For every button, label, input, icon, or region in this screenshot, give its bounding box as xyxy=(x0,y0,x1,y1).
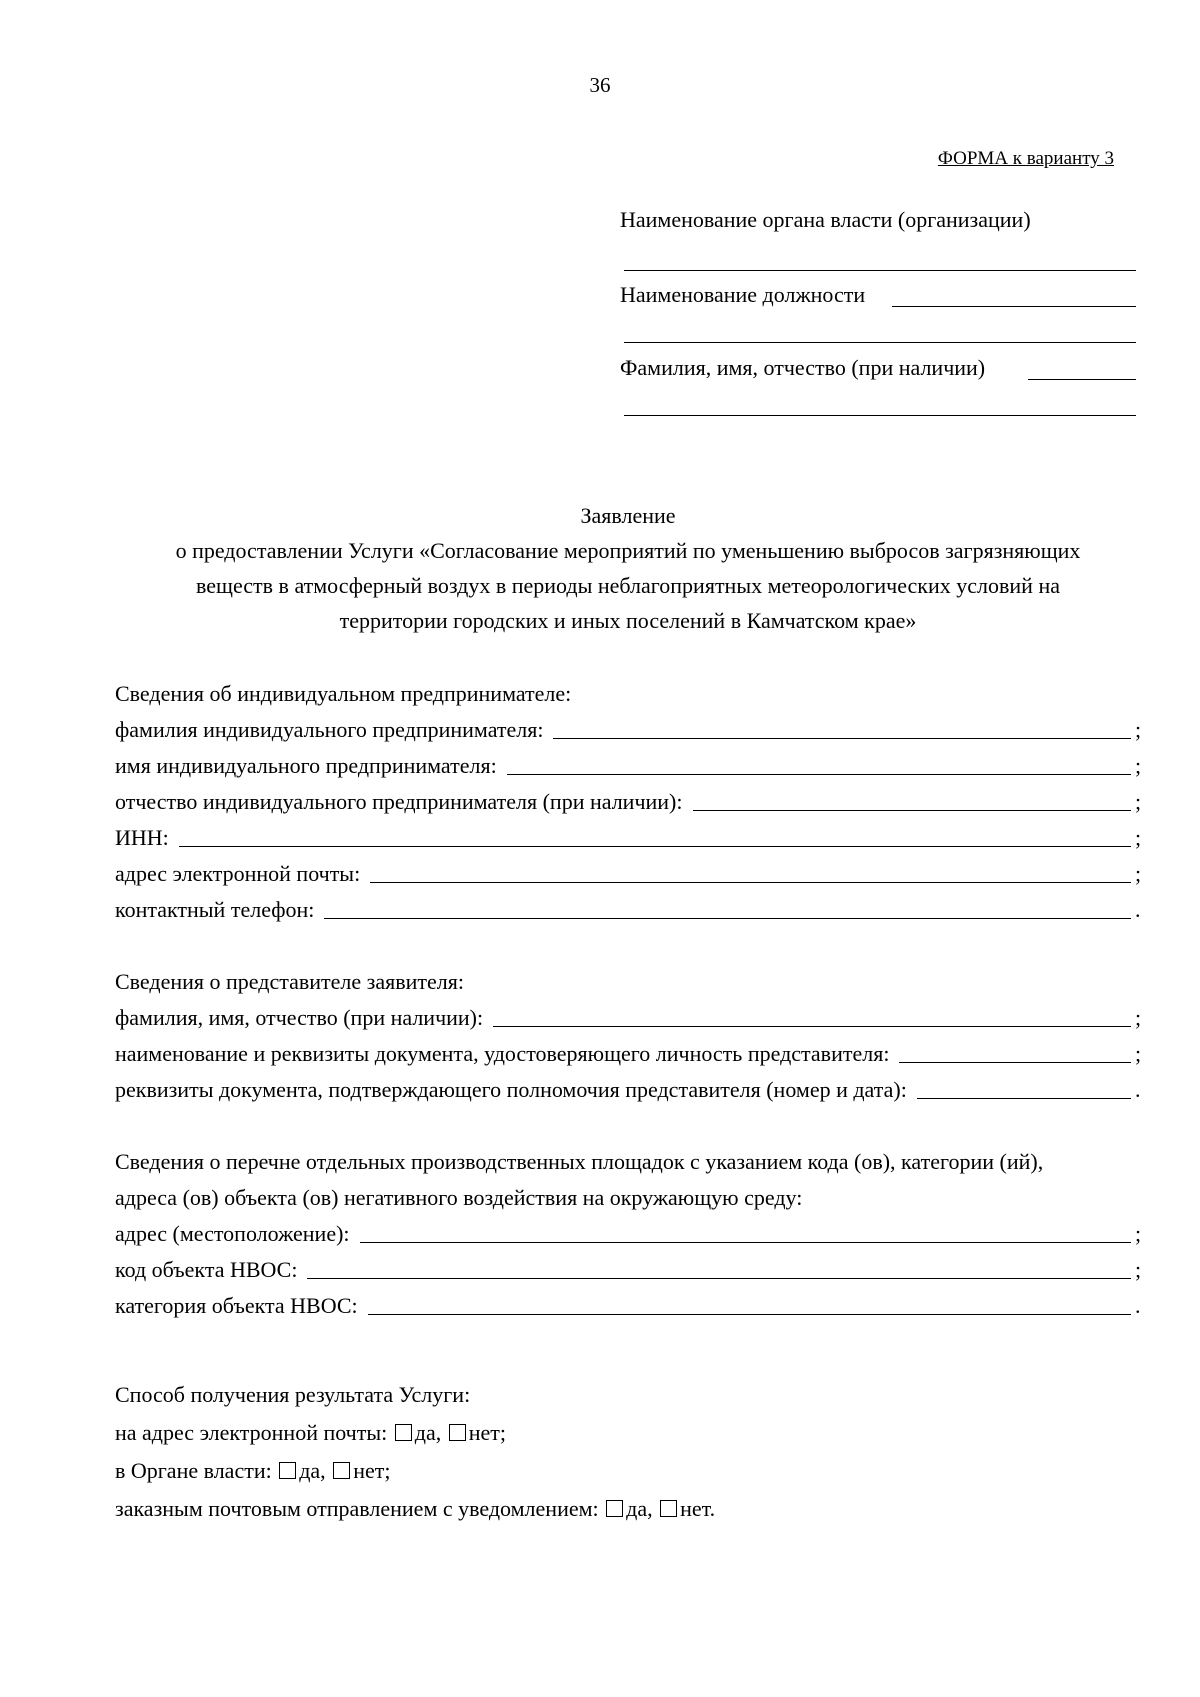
document-title xyxy=(112,498,1144,638)
field-end: ; xyxy=(1135,1005,1142,1030)
field-label: фамилия, имя, отчество (при наличии): xyxy=(115,1005,484,1030)
title-heading: Заявление xyxy=(580,503,676,528)
entrepreneur-section xyxy=(115,676,1145,928)
addressee-fio-line[interactable] xyxy=(1028,379,1136,380)
field-site-code xyxy=(115,1252,1145,1288)
field-label: адрес электронной почты: xyxy=(115,861,361,886)
page-number: 36 xyxy=(589,73,611,97)
yes-checkbox[interactable] xyxy=(395,1424,412,1441)
yes-label: да, xyxy=(414,1420,442,1445)
field-label: имя индивидуального предпринимателя: xyxy=(115,753,497,778)
field-end: . xyxy=(1135,897,1141,922)
no-checkbox[interactable] xyxy=(660,1500,677,1517)
sites-section xyxy=(115,1144,1145,1324)
yes-label: да, xyxy=(299,1458,326,1483)
field-email xyxy=(115,856,1145,892)
field-representative-fio xyxy=(115,1000,1145,1036)
field-end: . xyxy=(1135,1293,1141,1318)
field-input-line[interactable] xyxy=(553,738,1131,739)
field-input-line[interactable] xyxy=(917,1098,1131,1099)
yes-label: да, xyxy=(626,1496,653,1521)
addressee-authority-label: Наименование органа власти (организации) xyxy=(620,207,1031,232)
field-phone xyxy=(115,892,1145,928)
form-tag: ФОРМА к варианту 3 xyxy=(937,148,1114,169)
field-end: ; xyxy=(1135,717,1142,742)
field-label: ИНН: xyxy=(115,825,169,850)
option-end: ; xyxy=(384,1458,391,1483)
option-end: . xyxy=(709,1496,716,1521)
no-checkbox[interactable] xyxy=(449,1424,466,1441)
delivery-option-authority xyxy=(115,1452,1145,1490)
representative-heading: Сведения о представителе заявителя: xyxy=(115,969,464,994)
field-input-line[interactable] xyxy=(899,1062,1131,1063)
field-inn xyxy=(115,820,1145,856)
field-label: контактный телефон: xyxy=(115,897,315,922)
entrepreneur-heading: Сведения об индивидуальном предпринимателе: xyxy=(115,681,572,706)
no-label: нет xyxy=(353,1458,385,1483)
addressee-position-line[interactable] xyxy=(892,306,1136,307)
addressee-position-label: Наименование должности xyxy=(620,282,866,307)
field-end: . xyxy=(1135,1077,1141,1102)
field-input-line[interactable] xyxy=(360,1242,1131,1243)
delivery-option-registered-mail xyxy=(115,1490,1145,1528)
field-label: категория объекта НВОС: xyxy=(115,1293,358,1318)
delivery-section xyxy=(115,1376,1145,1528)
yes-checkbox[interactable] xyxy=(279,1462,296,1479)
addressee-fio-line-2[interactable] xyxy=(624,415,1136,416)
field-label: адрес (местоположение): xyxy=(115,1221,350,1246)
field-input-line[interactable] xyxy=(693,810,1132,811)
yes-checkbox[interactable] xyxy=(606,1500,623,1517)
field-representative-authority-document xyxy=(115,1072,1145,1108)
delivery-heading: Способ получения результата Услуги: xyxy=(115,1382,471,1407)
field-site-address xyxy=(115,1216,1145,1252)
title-line-1: о предоставлении Услуги «Согласование мероприятий по уменьшению выбросов загрязняющих xyxy=(175,538,1081,563)
no-label: нет xyxy=(468,1420,500,1445)
option-label: на адрес электронной почты: xyxy=(115,1420,388,1445)
sites-heading-line-1: Сведения о перечне отдельных производственных площадок с указанием кода (ов), категории (ий), xyxy=(115,1149,1044,1174)
field-input-line[interactable] xyxy=(307,1278,1131,1279)
representative-section xyxy=(115,964,1145,1108)
field-input-line[interactable] xyxy=(493,1026,1131,1027)
delivery-option-email xyxy=(115,1414,1145,1452)
field-end: ; xyxy=(1135,753,1142,778)
field-last-name xyxy=(115,712,1145,748)
field-end: ; xyxy=(1135,1041,1142,1066)
field-end: ; xyxy=(1135,861,1142,886)
addressee-fio-label: Фамилия, имя, отчество (при наличии) xyxy=(620,355,986,380)
title-line-2: веществ в атмосферный воздух в периоды неблагоприятных метеорологических условий на xyxy=(196,573,1060,598)
option-end: ; xyxy=(499,1420,506,1445)
no-checkbox[interactable] xyxy=(333,1462,350,1479)
sites-heading-line-2: адреса (ов) объекта (ов) негативного воздействия на окружающую среду: xyxy=(115,1185,803,1210)
field-input-line[interactable] xyxy=(507,774,1131,775)
field-label: код объекта НВОС: xyxy=(115,1257,298,1282)
field-site-category xyxy=(115,1288,1145,1324)
field-patronymic xyxy=(115,784,1145,820)
field-label: фамилия индивидуального предпринимателя: xyxy=(115,717,544,742)
addressee-position-line-2[interactable] xyxy=(624,342,1136,343)
field-end: ; xyxy=(1135,1221,1142,1246)
field-representative-id-document xyxy=(115,1036,1145,1072)
field-first-name xyxy=(115,748,1145,784)
field-end: ; xyxy=(1135,789,1142,814)
field-input-line[interactable] xyxy=(179,846,1131,847)
field-input-line[interactable] xyxy=(324,918,1131,919)
field-input-line[interactable] xyxy=(370,882,1131,883)
option-label: заказным почтовым отправлением с уведомлением: xyxy=(115,1496,599,1521)
addressee-authority-line[interactable] xyxy=(624,270,1136,271)
field-end: ; xyxy=(1135,1257,1142,1282)
field-label: отчество индивидуального предпринимателя (при наличии): xyxy=(115,789,683,814)
field-input-line[interactable] xyxy=(368,1314,1131,1315)
field-label: реквизиты документа, подтверждающего полномочия представителя (номер и дата): xyxy=(115,1077,907,1102)
field-label: наименование и реквизиты документа, удостоверяющего личность представителя: xyxy=(115,1041,890,1066)
field-end: ; xyxy=(1135,825,1142,850)
title-line-3: территории городских и иных поселений в Камчатском крае» xyxy=(339,608,917,633)
no-label: нет xyxy=(680,1496,710,1521)
option-label: в Органе власти: xyxy=(115,1458,272,1483)
